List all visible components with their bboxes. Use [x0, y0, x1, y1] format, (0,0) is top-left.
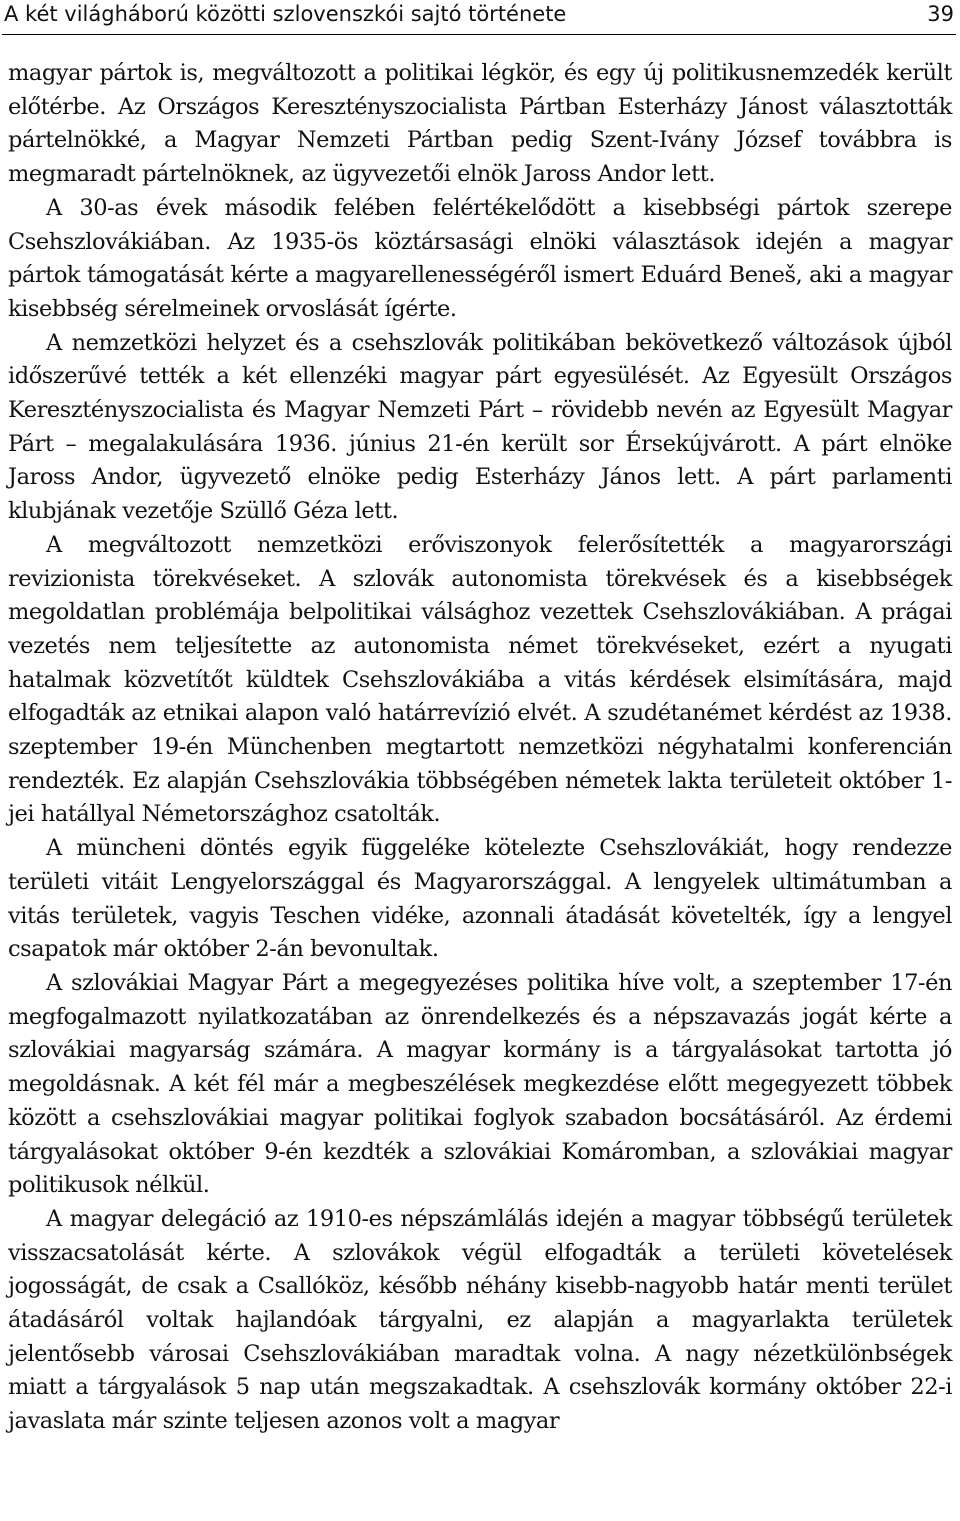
running-header — [2, 0, 956, 35]
paragraph: A nemzetközi helyzet és a csehszlovák politikában bekövetkező változások újból időszerűvé tették a két ellenzéki magyar párt egyesülését. Az Egyesült Országos Keresztényszocialista és Magyar Nemzeti Párt – rövidebb nevén az Egyesült Magyar Párt – megalakulására 1936. június 21-én került sor Érsekújvárott. A párt elnöke Jaross Andor, ügyvezető elnöke pedig Esterházy János lett. A párt parlamenti klubjának vezetője Szüllő Géza lett. — [8, 329, 952, 525]
body-text — [8, 57, 952, 1439]
paragraph: magyar pártok is, megváltozott a politikai légkör, és egy új politikusnemzedék került előtérbe. Az Országos Keresztényszocialista Pártban Esterházy Jánost választották pártelnökké, a Magyar Nemzeti Pártban pedig Szent-Ivány József továbbra is megmaradt pártelnöknek, az ügyvezetői elnök Jaross Andor lett. — [8, 60, 952, 188]
paragraph: A megváltozott nemzetközi erőviszonyok felerősítették a magyarországi revizionista törekvéseket. A szlovák autonomista törekvések és a kisebbségek megoldatlan problémája belpolitikai válsághoz vezettek Csehszlovákiában. A prágai vezetés nem teljesítette az autonomista német törekvéseket, ezért a nyugati hatalmak közvetítőt küldtek Csehszlovákiába a vitás kérdések elsimítására, majd elfogadták az etnikai alapon való határrevízió elvét. A szudétanémet kérdést az 1938. szeptember 19-én Münchenben megtartott nemzetközi négyhatalmi konferencián rendezték. Ez alapján Csehszlovákia többségében németek lakta területeit október 1-jei hatállyal Németországhoz csatolták. — [8, 531, 952, 828]
paragraph: A szlovákiai Magyar Párt a megegyezéses politika híve volt, a szeptember 17-én megfogalmazott nyilatkozatában az önrendelkezés és a népszavazás jogát kérte a szlovákiai magyarság számára. A magyar kormány is a tárgyalásokat tartotta jó megoldásnak. A két fél már a megbeszélések megkezdése előtt megegyezett többek között a csehszlovákiai magyar politikai foglyok szabadon bocsátásáról. Az érdemi tárgyalásokat október 9-én kezdték a szlovákiai Komáromban, a szlovákiai magyar politikusok nélkül. — [8, 969, 952, 1199]
paragraph: A 30-as évek második felében felértékelődött a kisebbségi pártok szerepe Csehszlovákiában. Az 1935-ös köztársasági elnöki választások idején a magyar pártok támogatását kérte a magyarellenességéről ismert Eduárd Beneš, aki a magyar kisebbség sérelmeinek orvoslását ígérte. — [8, 194, 952, 322]
paragraph: A müncheni döntés egyik függeléke kötelezte Csehszlovákiát, hogy rendezze területi vitáit Lengyelországgal és Magyarországgal. A lengyelek ultimátumban a vitás területek, vagyis Teschen vidéke, azonnali átadását követelték, így a lengyel csapatok már október 2-án bevonultak. — [8, 835, 952, 963]
paragraph: A magyar delegáció az 1910-es népszámlálás idején a magyar többségű területek visszacsatolását kérte. A szlovákok végül elfogadták a területi követelések jogosságát, de csak a Csallóköz, később néhány kisebb-nagyobb határ menti terület átadásáról voltak hajlandóak tárgyalni, ez alapján a magyarlakta területek jelentősebb városai Csehszlovákiában maradtak volna. A nagy nézetkülönbségek miatt a tárgyalások 5 nap után megszakadtak. A csehszlovák kormány október 22-i javaslata már szinte teljesen azonos volt a magyar — [8, 1205, 952, 1435]
page-number: 39 — [927, 2, 954, 26]
header-title: A két világháború közötti szlovenszkói sajtó története — [4, 2, 567, 26]
